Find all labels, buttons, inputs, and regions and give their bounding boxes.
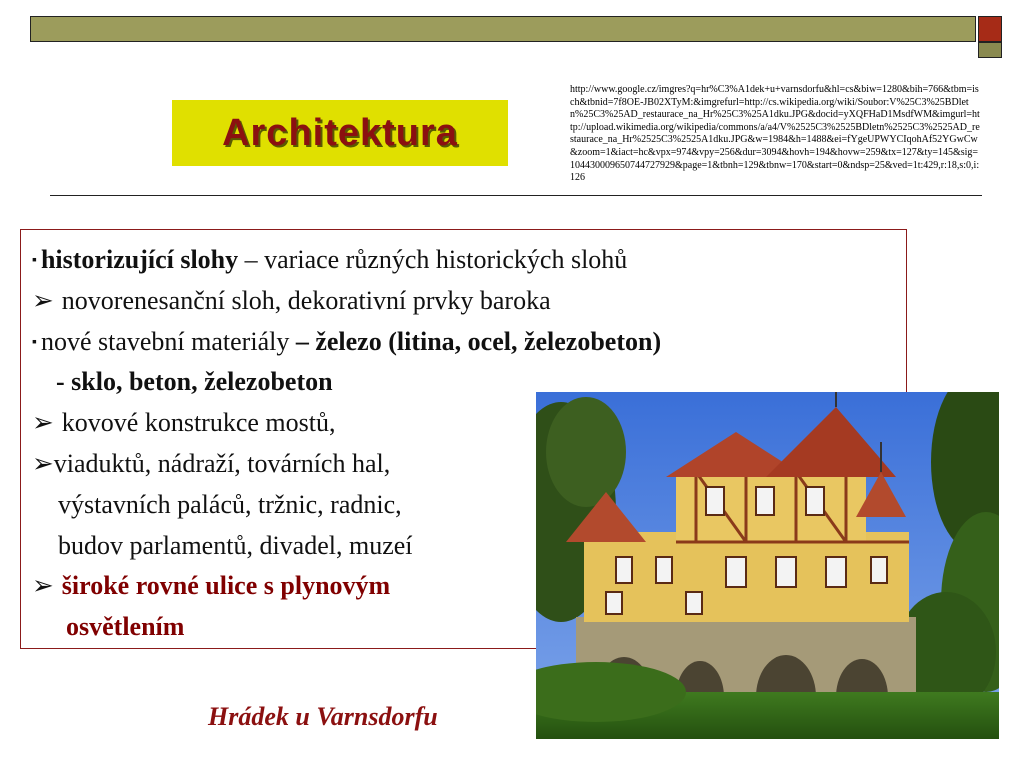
line-3-bold: – železo (litina, ocel, železobeton) xyxy=(295,326,662,356)
line-8-text: budov parlamentů, divadel, muzeí xyxy=(58,530,413,560)
bullet-line-3 xyxy=(32,322,661,363)
line-10-text: osvětlením xyxy=(66,612,185,642)
arrow-bullet-icon: ➢ xyxy=(32,571,54,601)
line-9-text: široké rovné ulice s plynovým xyxy=(61,571,391,601)
bullet-line-1 xyxy=(32,240,661,281)
source-url: http://www.google.cz/imgres?q=hr%C3%A1dek+u+varnsdorfu&hl=cs&biw=1280&bih=766&tbm=isch&tbnid=7f8OE-JB02XTyM:&imgrefurl=http://cs.wikipedia.org/wiki/Soubor:V%25C3%25BDletn%25C3%25AD_restaurace_na_Hr%25C3%25A1dku.JPG&docid=yXQFHaD1MsdfWM&imgurl=http://upload.wikimedia.org/wikipedia/commons/a/a4/V%2525C3%2525BDletn%2525C3%2525AD_restaurace_na_Hr%2525C3%2525A1dku.JPG&w=1984&h=1488&ei=fYgeUPWYCIqohAf52YGwCw&zoom=1&iact=hc&vpx=974&vpy=256&dur=3094&hovh=194&hovw=259&tx=127&ty=145&sig=104430009650744727929&page=1&tbnh=129&tbnw=170&start=0&ndsp=25&ved=1t:429,r:18,s:0,i:126 xyxy=(570,84,980,184)
arrow-bullet-icon: ➢ xyxy=(32,448,54,478)
bullet-line-2 xyxy=(32,281,661,322)
slide-title-box xyxy=(172,100,508,166)
line-3-plain: nové stavební materiály xyxy=(40,326,296,356)
line-6-text: viaduktů, nádraží, továrních hal, xyxy=(53,448,391,478)
top-decor-square-olive xyxy=(978,42,1002,58)
hradek-villa-photo xyxy=(536,392,999,739)
line-4-text: - sklo, beton, železobeton xyxy=(56,367,333,397)
arrow-bullet-icon: ➢ xyxy=(32,285,54,315)
square-bullet-icon: ▪ xyxy=(32,253,37,268)
line-2-text: novorenesanční sloh, dekorativní prvky baroka xyxy=(61,285,551,315)
square-bullet-icon: ▪ xyxy=(32,334,37,350)
line-5-text: kovové konstrukce mostů, xyxy=(61,408,336,438)
title-divider xyxy=(50,195,982,196)
arrow-bullet-icon: ➢ xyxy=(32,408,54,438)
slide-title: Architektura xyxy=(222,111,458,154)
line-1-rest: – variace různých historických slohů xyxy=(238,245,628,274)
line-7-text: výstavních paláců, tržnic, radnic, xyxy=(58,489,402,519)
top-decor-square-red xyxy=(978,16,1002,42)
top-decor-bar xyxy=(30,16,976,42)
line-1-bold: historizující slohy xyxy=(40,245,239,274)
photo-caption: Hrádek u Varnsdorfu xyxy=(208,702,438,731)
